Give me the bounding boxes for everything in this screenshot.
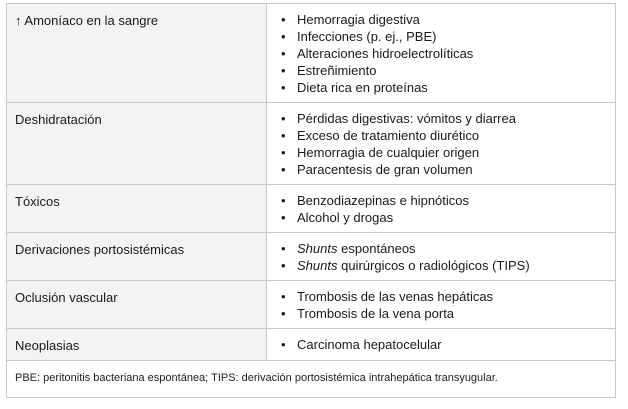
list-item-text: Benzodiazepinas e hipnóticos [297, 193, 470, 208]
items-cell [267, 329, 616, 361]
list-item-text: Hemorragia de cualquier origen [297, 145, 480, 160]
list-item-text: espontáneos [337, 241, 416, 256]
list-item-text: Pérdidas digestivas: vómitos y diarrea [297, 111, 516, 126]
precipitating-factors-table [6, 3, 616, 398]
items-list [275, 110, 607, 178]
list-item-text: Trombosis de las venas hepáticas [297, 289, 494, 304]
list-item [275, 305, 607, 322]
items-cell [267, 4, 616, 103]
items-cell [267, 281, 616, 329]
list-item [275, 161, 607, 178]
cause-cell: Tóxicos [7, 185, 267, 233]
list-item-text: Paracentesis de gran volumen [297, 162, 473, 177]
bullet-icon: • [281, 162, 286, 177]
list-item-text: Hemorragia digestiva [297, 12, 420, 27]
items-list [275, 240, 607, 274]
list-item-text: Alcohol y drogas [297, 210, 394, 225]
list-item-text: Alteraciones hidroelectrolíticas [297, 46, 474, 61]
bullet-icon: • [281, 193, 286, 208]
bullet-icon: • [281, 80, 286, 95]
list-item-text: Trombosis de la vena porta [297, 306, 455, 321]
bullet-icon: • [281, 241, 286, 256]
bullet-icon: • [281, 306, 286, 321]
bullet-icon: • [281, 46, 286, 61]
list-item [275, 79, 607, 96]
items-cell [267, 185, 616, 233]
italic-term: Shunts [297, 258, 338, 273]
cause-cell: ↑ Amoníaco en la sangre [7, 4, 267, 103]
table-body [7, 4, 616, 361]
bullet-icon: • [281, 29, 286, 44]
table-row [7, 281, 616, 329]
bullet-icon: • [281, 210, 286, 225]
cause-cell: Oclusión vascular [7, 281, 267, 329]
items-list [275, 288, 607, 322]
items-list [275, 11, 607, 96]
list-item-text: Exceso de tratamiento diurético [297, 128, 480, 143]
table-row [7, 185, 616, 233]
list-item [275, 209, 607, 226]
list-item [275, 11, 607, 28]
table-row [7, 103, 616, 185]
precipitating-factors-table-wrapper [6, 3, 616, 398]
table-row [7, 329, 616, 361]
list-item [275, 28, 607, 45]
bullet-icon: • [281, 337, 286, 352]
list-item [275, 257, 607, 274]
bullet-icon: • [281, 111, 286, 126]
footnote-row [7, 361, 616, 398]
list-item-text: Infecciones (p. ej., PBE) [297, 29, 437, 44]
bullet-icon: • [281, 289, 286, 304]
list-item [275, 288, 607, 305]
list-item [275, 110, 607, 127]
italic-term: Shunts [297, 241, 338, 256]
cause-cell: Derivaciones portosistémicas [7, 233, 267, 281]
table-row [7, 4, 616, 103]
items-list [275, 336, 607, 353]
list-item [275, 45, 607, 62]
footnote: PBE: peritonitis bacteriana espontánea; TIPS: derivación portosistémica intrahepática transyugular. [7, 361, 616, 398]
list-item [275, 336, 607, 353]
items-cell [267, 233, 616, 281]
list-item [275, 144, 607, 161]
cause-cell: Neoplasias [7, 329, 267, 361]
table-row [7, 233, 616, 281]
bullet-icon: • [281, 258, 286, 273]
items-list [275, 192, 607, 226]
list-item-text: quirúrgicos o radiológicos (TIPS) [337, 258, 530, 273]
list-item-text: Carcinoma hepatocelular [297, 337, 442, 352]
bullet-icon: • [281, 12, 286, 27]
cause-cell: Deshidratación [7, 103, 267, 185]
list-item [275, 240, 607, 257]
list-item [275, 62, 607, 79]
bullet-icon: • [281, 145, 286, 160]
items-cell [267, 103, 616, 185]
bullet-icon: • [281, 128, 286, 143]
list-item [275, 127, 607, 144]
list-item-text: Dieta rica en proteínas [297, 80, 428, 95]
list-item-text: Estreñimiento [297, 63, 377, 78]
list-item [275, 192, 607, 209]
bullet-icon: • [281, 63, 286, 78]
